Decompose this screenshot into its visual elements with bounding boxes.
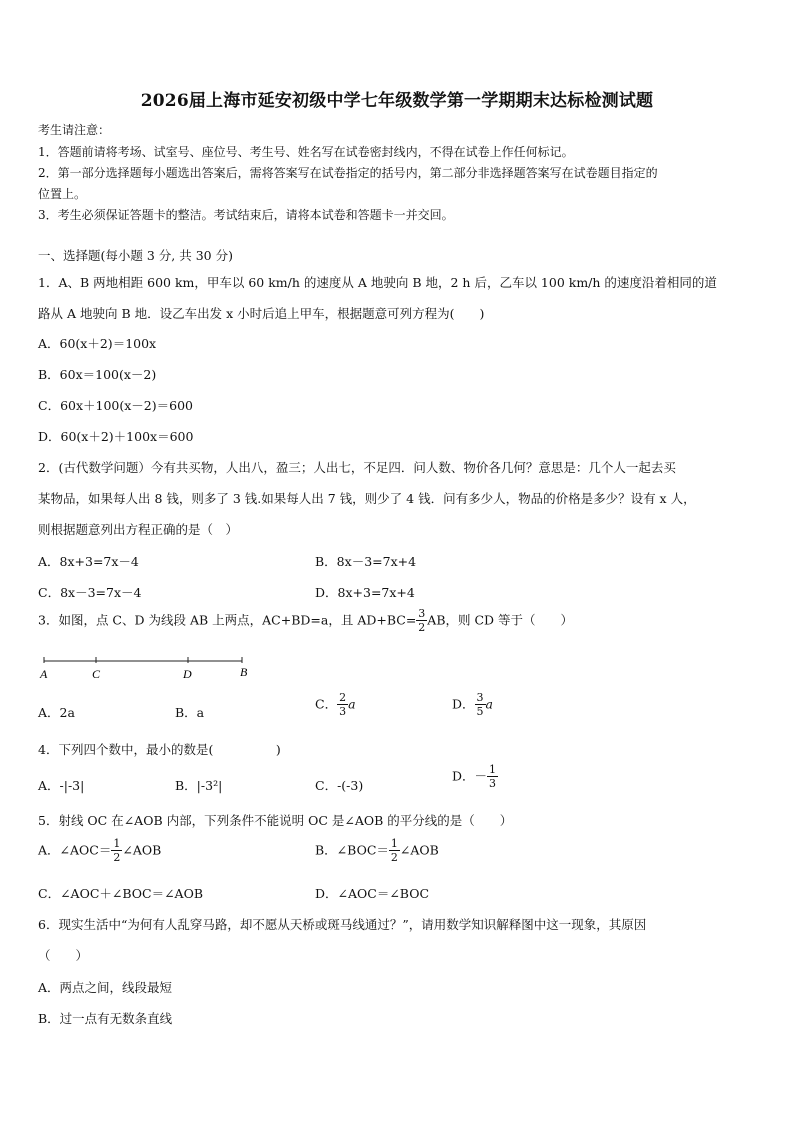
q5-option-b-den: 2 <box>390 851 398 864</box>
q5-option-b-tail: ∠AOB <box>399 842 439 858</box>
q4-option-d-num: 1 <box>489 763 497 776</box>
q5-option-c: C．∠AOC＋∠BOC＝∠AOB <box>38 886 204 901</box>
q2-option-b: B．8x－3=7x+4 <box>315 554 417 569</box>
q1-option-b: B．60x＝100(x－2) <box>38 367 157 382</box>
notice-item-2-cont: 位置上。 <box>38 187 87 201</box>
q6-option-a: A．两点之间，线段最短 <box>38 980 173 995</box>
q3-option-d-var: a <box>485 696 493 712</box>
point-label-c: C <box>92 667 101 681</box>
q3-option-a: A．2a <box>38 705 75 720</box>
q3-stem <box>38 608 573 633</box>
section-heading: 一、选择题(每小题 3 分, 共 30 分) <box>38 248 233 263</box>
point-label-b: B <box>240 665 248 679</box>
q2-option-d: D．8x+3=7x+4 <box>315 585 415 600</box>
q4-option-d-label: D．－ <box>452 768 488 784</box>
q5-option-d: D．∠AOC＝∠BOC <box>315 886 430 901</box>
q5-option-a-fraction <box>111 838 122 863</box>
q3-option-c-den: 3 <box>339 705 347 718</box>
q5-option-a <box>38 838 161 863</box>
q1-option-a: A．60(x＋2)＝100x <box>38 336 157 351</box>
q3-option-d <box>452 692 493 717</box>
q1-stem-line2: 路从 A 地驶向 B 地．设乙车出发 x 小时后追上甲车，根据题意可列方程为( ) <box>38 306 485 321</box>
q4-option-d-den: 3 <box>489 777 497 790</box>
q1-option-d: D．60(x＋2)＋100x＝600 <box>38 429 194 444</box>
notice-heading: 考生请注意： <box>38 123 111 137</box>
q4-option-c: C．-(-3) <box>315 778 364 793</box>
q5-option-a-tail: ∠AOB <box>122 842 162 858</box>
q2-stem-line3: 则根据题意列出方程正确的是（ ） <box>38 522 239 537</box>
q3-frac-num: 3 <box>418 607 426 620</box>
q6-option-b: B．过一点有无数条直线 <box>38 1011 173 1026</box>
q6-stem-line2: （ ） <box>38 948 89 963</box>
q4-stem: 4．下列四个数中，最小的数是( ) <box>38 742 281 757</box>
q1-stem-line1: 1．A、B 两地相距 600 km，甲车以 60 km/h 的速度从 A 地驶向 B 地，2 h 后，乙车以 100 km/h 的速度沿着相同的道 <box>38 275 717 290</box>
q4-option-b: B．|-3²| <box>175 778 223 793</box>
q5-option-b-num: 1 <box>390 837 398 850</box>
q3-option-d-num: 3 <box>476 691 484 704</box>
q5-option-a-den: 2 <box>113 851 121 864</box>
q3-stem-prefix: 3．如图，点 C、D 为线段 AB 上两点，AC+BD=a，且 AD+BC= <box>38 612 417 628</box>
q2-stem-line1: 2．(古代数学问题）今有共买物，人出八，盈三；人出七，不足四．问人数、物价各几何？意思是：几个人一起去买 <box>38 460 676 475</box>
point-label-a: A <box>40 667 48 681</box>
q6-stem-line1: 6．现实生活中“为何有人乱穿马路，却不愿从天桥或斑马线通过？”，请用数学知识解释图中这一现象，其原因 <box>38 917 647 932</box>
q3-option-b: B．a <box>175 705 205 720</box>
q4-option-d <box>452 764 498 789</box>
q3-option-c <box>315 692 356 717</box>
q5-option-a-num: 1 <box>113 837 121 850</box>
q3-option-c-num: 2 <box>339 691 347 704</box>
q2-stem-line2: 某物品，如果每人出 8 钱，则多了 3 钱.如果每人出 7 钱，则少了 4 钱．问有多少人，物品的价格是多少？设有 x 人， <box>38 491 696 506</box>
q3-option-d-fraction <box>475 692 486 717</box>
q4-option-d-fraction <box>487 764 498 789</box>
q5-option-b <box>315 838 439 863</box>
page-title: 2026届上海市延安初级中学七年级数学第一学期期末达标检测试题 <box>140 91 654 111</box>
q4-option-a: A．-|-3| <box>38 778 85 793</box>
q3-stem-fraction <box>416 608 427 633</box>
q3-option-d-den: 5 <box>476 705 484 718</box>
q2-option-c: C．8x－3=7x－4 <box>38 585 142 600</box>
q1-option-c: C．60x＋100(x－2)＝600 <box>38 398 193 413</box>
q5-option-a-label: A．∠AOC＝ <box>38 842 112 858</box>
notice-item-2: 2．第一部分选择题每小题选出答案后，需将答案写在试卷指定的括号内，第二部分非选择题答案写在试卷题目指定的 <box>38 166 658 180</box>
q3-option-c-label: C． <box>315 696 338 712</box>
q2-option-a: A．8x+3=7x－4 <box>38 554 139 569</box>
q5-option-b-fraction <box>389 838 400 863</box>
notice-item-1: 1．答题前请将考场、试室号、座位号、考生号、姓名写在试卷密封线内，不得在试卷上作任何标记。 <box>38 145 574 159</box>
q5-option-b-label: B．∠BOC＝ <box>315 842 389 858</box>
q3-option-d-label: D． <box>452 696 475 712</box>
q3-frac-den: 2 <box>418 621 426 634</box>
q5-stem: 5．射线 OC 在∠AOB 内部，下列条件不能说明 OC 是∠AOB 的平分线的是（ ） <box>38 813 513 828</box>
q3-segment-figure <box>38 652 258 682</box>
notice-item-3: 3．考生必须保证答题卡的整洁。考试结束后，请将本试卷和答题卡一并交回。 <box>38 208 454 222</box>
q3-option-c-fraction <box>337 692 348 717</box>
point-label-d: D <box>183 667 192 681</box>
q3-option-c-var: a <box>348 696 356 712</box>
q3-stem-suffix: AB，则 CD 等于（ ） <box>427 612 574 628</box>
